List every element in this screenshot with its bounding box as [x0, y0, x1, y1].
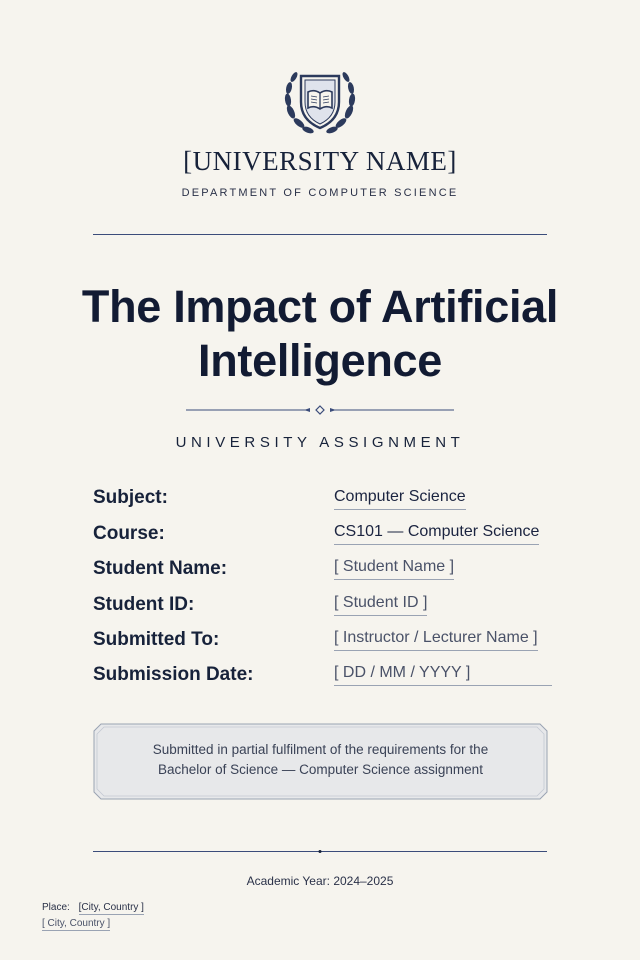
course-value: CS101 — Computer Science [334, 523, 539, 545]
note-line-2: Bachelor of Science — Computer Science assignment [158, 762, 483, 777]
course-label: Course: [93, 523, 165, 544]
place-row [42, 902, 144, 913]
university-name: [UNIVERSITY NAME] [183, 146, 457, 176]
student-id-label: Student ID: [93, 594, 195, 615]
place-value: [City, Country ] [78, 902, 144, 913]
department-name: DEPARTMENT OF COMPUTER SCIENCE [181, 187, 459, 199]
submission-date-label: Submission Date: [93, 664, 254, 685]
university-crest-icon [281, 66, 359, 138]
student-id-value: [ Student ID ] [334, 594, 427, 616]
note-line-1: Submitted in partial fulfilment of the requirements for the [152, 742, 489, 757]
ornament-divider-icon [186, 403, 454, 417]
assignment-label: UNIVERSITY ASSIGNMENT [175, 434, 465, 451]
submitted-to-label: Submitted To: [93, 629, 220, 650]
bottom-divider [93, 850, 547, 853]
place-label: Place: [42, 902, 70, 913]
note-text [93, 740, 548, 780]
student-name-value: [ Student Name ] [334, 558, 454, 580]
top-divider [93, 234, 547, 235]
submission-date-value: [ DD / MM / YYYY ] [334, 664, 552, 686]
subject-label: Subject: [93, 487, 168, 508]
student-name-label: Student Name: [93, 558, 228, 579]
place-value-secondary: [ City, Country ] [42, 918, 111, 929]
subject-value: Computer Science [334, 488, 466, 510]
submitted-to-value: [ Instructor / Lecturer Name ] [334, 629, 538, 651]
document-title: The Impact of Artificial Intelligence [81, 281, 559, 386]
academic-year: Academic Year: 2024–2025 [246, 874, 394, 888]
